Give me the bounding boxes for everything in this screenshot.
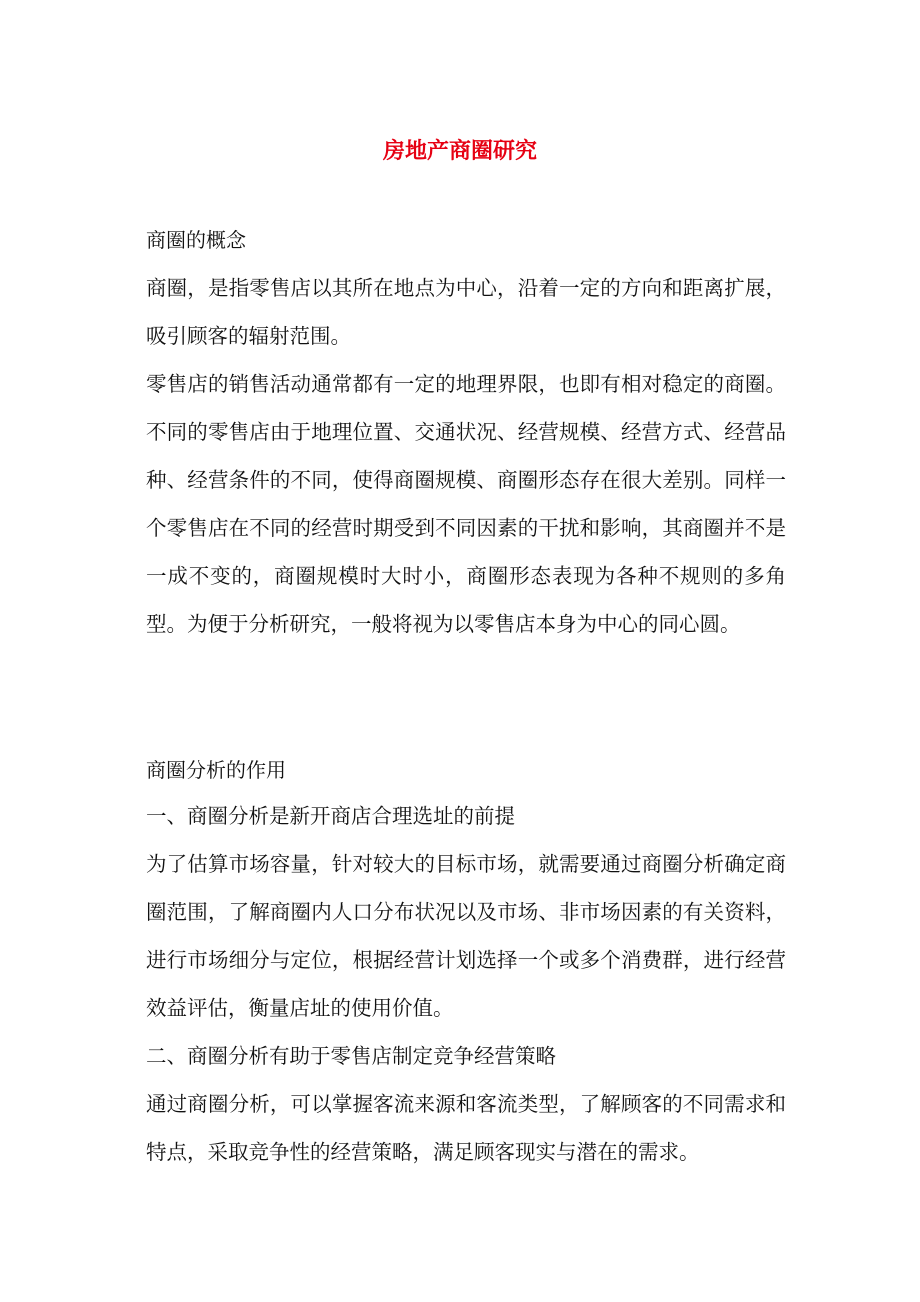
section-concept [146, 222, 786, 648]
paragraph: 通过商圈分析，可以掌握客流来源和客流类型，了解顾客的不同需求和特点，采取竞争性的经营策略，满足顾客现实与潜在的需求。 [146, 1092, 786, 1164]
section-heading: 商圈的概念 [146, 228, 246, 252]
paragraph: 为了估算市场容量，针对较大的目标市场，就需要通过商圈分析确定商圈范围，了解商圈内人口分布状况以及市场、非市场因素的有关资料，进行市场细分与定位，根据经营计划选择一个或多个消费群，进行经营效益评估，衡量店址的使用价值。 [146, 852, 786, 1020]
section-heading: 商圈分析的作用 [146, 758, 286, 782]
point-subheading: 一、商圈分析是新开商店合理选址的前提 [146, 804, 515, 828]
paragraph: 商圈，是指零售店以其所在地点为中心，沿着一定的方向和距离扩展，吸引顾客的辐射范围。 [146, 276, 786, 348]
paragraph: 零售店的销售活动通常都有一定的地理界限，也即有相对稳定的商圈。不同的零售店由于地理位置、交通状况、经营规模、经营方式、经营品种、经营条件的不同，使得商圈规模、商圈形态存在很大差别。同样一个零售店在不同的经营时期受到不同因素的干扰和影响，其商圈并不是一成不变的，商圈规模时大时小，商圈形态表现为各种不规则的多角型。为便于分析研究，一般将视为以零售店本身为中心的同心圆。 [146, 372, 786, 636]
page-title: 房地产商圈研究 [382, 137, 537, 164]
section-role [146, 752, 786, 1176]
point-subheading: 二、商圈分析有助于零售店制定竞争经营策略 [146, 1044, 556, 1068]
